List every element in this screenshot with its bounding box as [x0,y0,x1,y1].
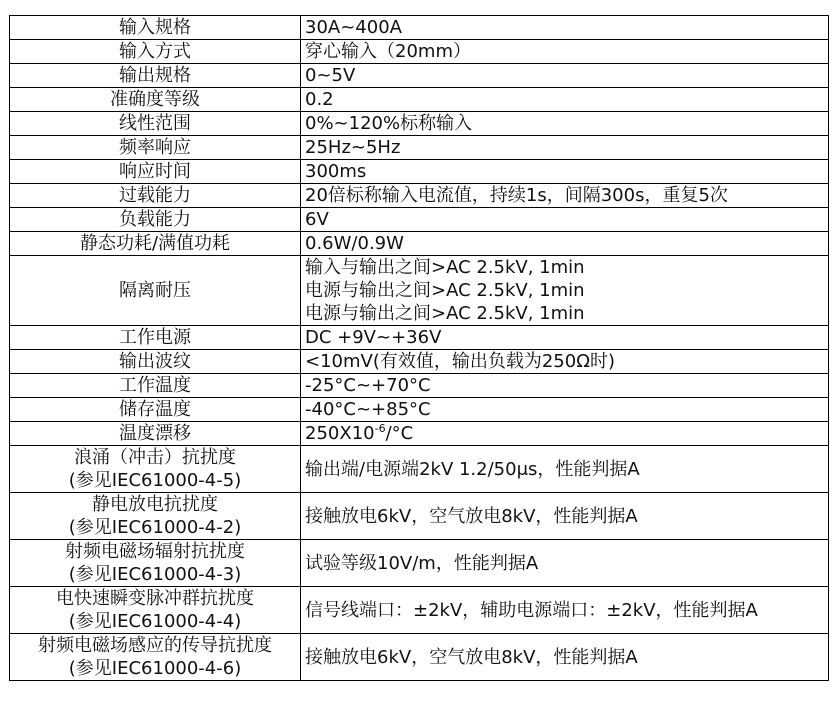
spec-table [9,15,829,681]
drift-unit: /°C [385,423,414,444]
spec-value: 0.6W/0.9W [301,232,829,256]
spec-label: 输出规格 [10,64,301,88]
spec-label: 温度漂移 [10,422,301,446]
table-row [10,446,829,493]
spec-value: 300ms [301,160,829,184]
spec-label: 响应时间 [10,160,301,184]
spec-label-line: 电快速瞬变脉冲群抗扰度 [56,588,254,609]
spec-label: 过载能力 [10,184,301,208]
table-row [10,112,829,136]
spec-value: 穿心输入（20mm） [301,40,829,64]
drift-exponent: -6 [374,422,386,435]
spec-label-line: (参见IEC61000-4-5) [68,470,242,491]
table-row [10,88,829,112]
spec-label-line: (参见IEC61000-4-4) [68,611,242,632]
spec-value: DC +9V~+36V [301,326,829,350]
spec-value-drift [301,422,829,446]
spec-label-line: 浪涌（冲击）抗扰度 [74,447,236,468]
table-row [10,374,829,398]
table-row [10,184,829,208]
spec-label: 线性范围 [10,112,301,136]
table-row [10,540,829,587]
spec-value-line: 输入与输出之间>AC 2.5kV, 1min [305,257,585,278]
spec-label-line: (参见IEC61000-4-3) [68,564,242,585]
spec-label: 静态功耗/满值功耗 [10,232,301,256]
spec-value: 6V [301,208,829,232]
spec-value: 试验等级10V/m，性能判据A [301,540,829,587]
spec-value: 0%~120%标称输入 [301,112,829,136]
spec-label: 储存温度 [10,398,301,422]
spec-value: 25Hz~5Hz [301,136,829,160]
spec-label: 负载能力 [10,208,301,232]
spec-label: 频率响应 [10,136,301,160]
spec-value-line: 电源与输出之间>AC 2.5kV, 1min [305,280,585,301]
spec-label-multiline [10,587,301,634]
table-row [10,136,829,160]
spec-label: 输出波纹 [10,350,301,374]
table-row [10,422,829,446]
table-row [10,587,829,634]
spec-value: 0.2 [301,88,829,112]
spec-label-multiline [10,540,301,587]
spec-label: 工作电源 [10,326,301,350]
table-row [10,208,829,232]
spec-value: 20倍标称输入电流值，持续1s，间隔300s，重复5次 [301,184,829,208]
table-row [10,40,829,64]
spec-label: 工作温度 [10,374,301,398]
spec-value: 接触放电6kV，空气放电8kV，性能判据A [301,634,829,681]
table-row [10,350,829,374]
table-row [10,160,829,184]
spec-label-line: 静电放电抗扰度 [92,494,218,515]
spec-value-multiline [301,256,829,326]
spec-value: -40°C~+85°C [301,398,829,422]
spec-label-line: (参见IEC61000-4-6) [68,658,242,679]
table-row [10,64,829,88]
table-row [10,16,829,40]
spec-label: 输入方式 [10,40,301,64]
spec-label-multiline [10,493,301,540]
spec-label-multiline [10,634,301,681]
table-row [10,493,829,540]
spec-label-line: 射频电磁场辐射抗扰度 [65,541,245,562]
spec-value: 0~5V [301,64,829,88]
table-row [10,256,829,326]
spec-value: 输出端/电源端2kV 1.2/50μs，性能判据A [301,446,829,493]
table-row [10,398,829,422]
spec-label: 隔离耐压 [10,256,301,326]
table-row [10,232,829,256]
drift-base: 250X10 [305,423,375,444]
spec-label: 准确度等级 [10,88,301,112]
spec-label-line: 射频电磁场感应的传导抗扰度 [38,635,272,656]
table-row [10,634,829,681]
spec-label-multiline [10,446,301,493]
spec-value: <10mV(有效值，输出负载为250Ω时) [301,350,829,374]
spec-value: 接触放电6kV，空气放电8kV，性能判据A [301,493,829,540]
spec-value: 信号线端口：±2kV，辅助电源端口：±2kV，性能判据A [301,587,829,634]
spec-value: 30A~400A [301,16,829,40]
spec-label: 输入规格 [10,16,301,40]
spec-value-line: 电源与输出之间>AC 2.5kV, 1min [305,303,585,324]
table-row [10,326,829,350]
spec-label-line: (参见IEC61000-4-2) [68,517,242,538]
spec-value: -25°C~+70°C [301,374,829,398]
